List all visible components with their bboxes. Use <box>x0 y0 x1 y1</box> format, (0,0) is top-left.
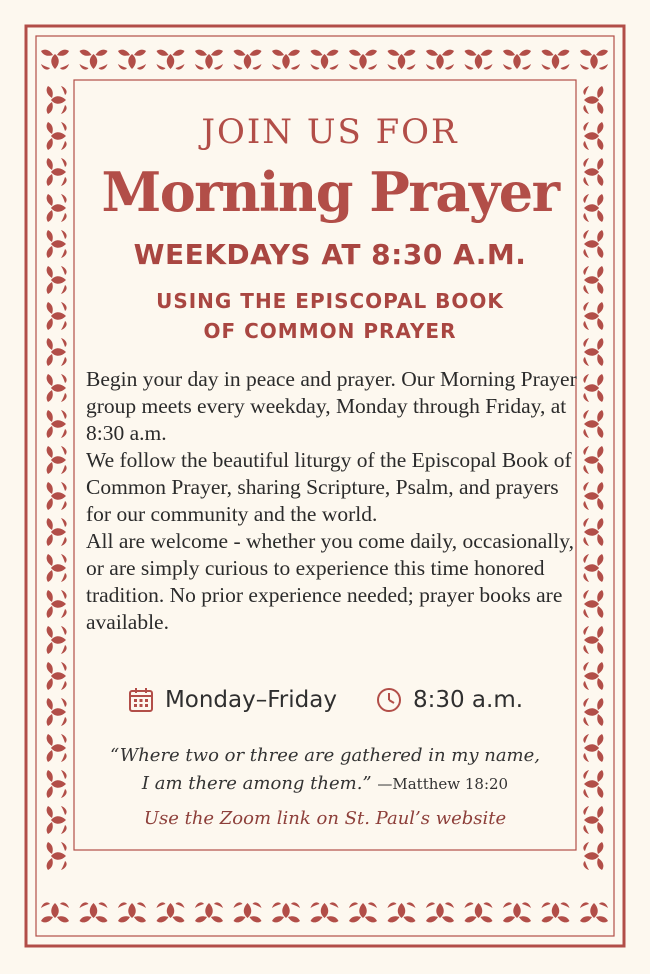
header <box>86 108 574 346</box>
scripture-quote <box>90 742 560 798</box>
zoom-note: Use the Zoom link on St. Paul’s website <box>143 808 507 829</box>
schedule-row <box>110 686 540 714</box>
paragraph-liturgy: We follow the beautiful liturgy of the Episcopal Book of Common Prayer, sharing Scripture, Psalm, and prayers for our community and the world. <box>86 448 572 526</box>
paragraph-intro: Begin your day in peace and prayer. Our Morning Prayer group meets every weekday, Monday through Friday, at 8:30 a.m. <box>86 367 577 445</box>
subheading-line-2: OF COMMON PRAYER <box>203 319 457 343</box>
schedule-days: Monday–Friday <box>164 687 337 713</box>
quote-reference: —Matthew 18:20 <box>377 775 509 793</box>
quote-line-1: “Where two or three are gathered in my name, <box>110 745 540 766</box>
paragraph-welcome: All are welcome - whether you come daily, occasionally, or are simply curious to experience this time honored tradition. No prior experience needed; prayer books are available. <box>86 529 574 634</box>
kicker-text: JOIN US FOR <box>201 112 459 152</box>
schedule-headline: WEEKDAYS AT 8:30 A.M. <box>133 238 527 271</box>
clock-icon <box>375 686 403 714</box>
calendar-icon <box>127 686 155 714</box>
page-title: Morning Prayer <box>101 160 559 224</box>
description <box>86 366 586 636</box>
subheading <box>86 286 574 346</box>
quote-line-2: I am there among them.” <box>141 773 372 794</box>
schedule-time: 8:30 a.m. <box>412 687 524 713</box>
subheading-line-1: USING THE EPISCOPAL BOOK <box>156 289 504 313</box>
